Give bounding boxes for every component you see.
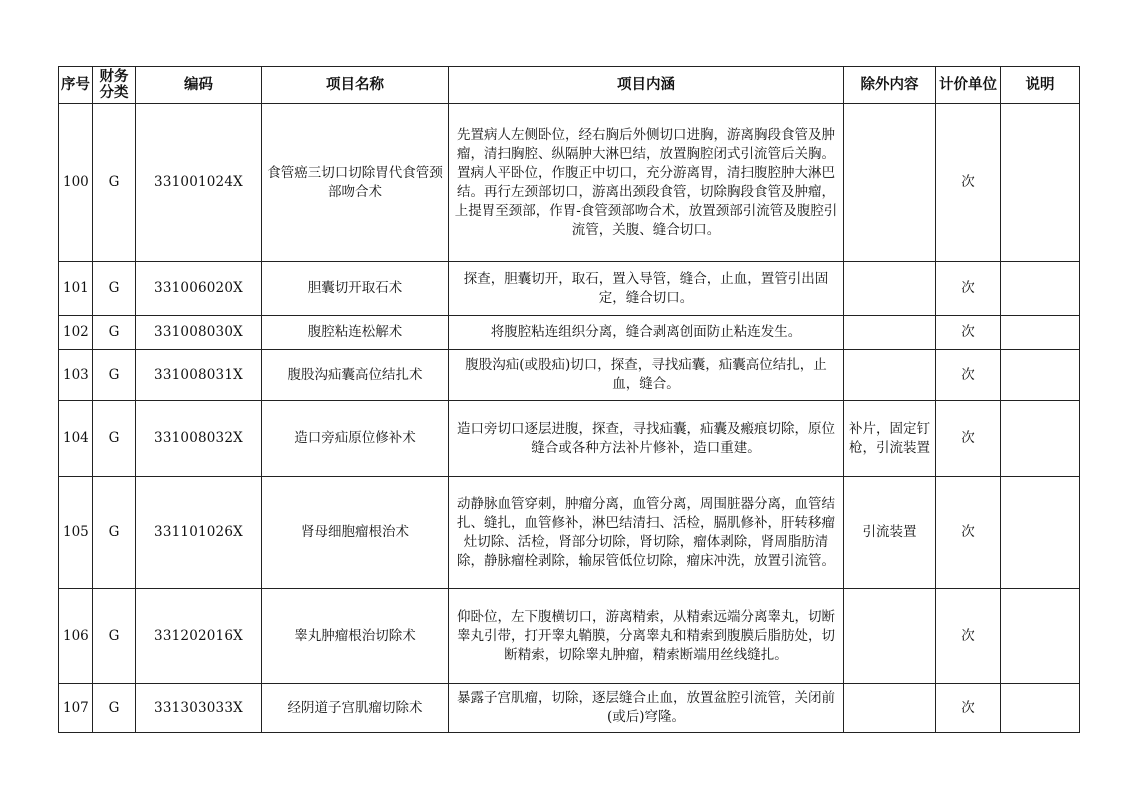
- cell-category: G: [93, 316, 136, 350]
- cell-seq: 106: [59, 589, 93, 684]
- header-unit: 计价单位: [936, 67, 1001, 104]
- table-header-row: [59, 67, 1080, 104]
- cell-seq: 104: [59, 401, 93, 477]
- cell-excluded: [844, 316, 936, 350]
- cell-content: 造口旁切口逐层进腹，探查，寻找疝囊，疝囊及瘢痕切除，原位缝合或各种方法补片修补，造口重建。: [449, 401, 844, 477]
- cell-note: [1001, 401, 1080, 477]
- cell-seq: 105: [59, 477, 93, 589]
- cell-code: 331008032X: [136, 401, 262, 477]
- cell-seq: 100: [59, 104, 93, 262]
- cell-content: 仰卧位，左下腹横切口，游离精索，从精索远端分离睾丸，切断睾丸引带，打开睾丸鞘膜，分离睾丸和精索到腹膜后脂肪处，切断精索，切除睾丸肿瘤，精索断端用丝线缝扎。: [449, 589, 844, 684]
- cell-excluded: 补片，固定钉枪，引流装置: [844, 401, 936, 477]
- header-content: 项目内涵: [449, 67, 844, 104]
- cell-name: 腹股沟疝囊高位结扎术: [262, 350, 449, 401]
- cell-category: G: [93, 350, 136, 401]
- table-row: [59, 262, 1080, 316]
- cell-excluded: [844, 104, 936, 262]
- cell-category: G: [93, 684, 136, 733]
- cell-category: G: [93, 104, 136, 262]
- cell-unit: 次: [936, 350, 1001, 401]
- cell-content: 将腹腔粘连组织分离，缝合剥离创面防止粘连发生。: [449, 316, 844, 350]
- cell-note: [1001, 262, 1080, 316]
- cell-seq: 102: [59, 316, 93, 350]
- cell-content: 动静脉血管穿刺，肿瘤分离，血管分离，周围脏器分离，血管结扎、缝扎，血管修补，淋巴结清扫、活检，膈肌修补，肝转移瘤灶切除、活检，肾部分切除，肾切除，瘤体剥除，肾周脂肪清除，静脉瘤栓剥除，输尿管低位切除，瘤床冲洗，放置引流管。: [449, 477, 844, 589]
- table-row: [59, 684, 1080, 733]
- cell-seq: 103: [59, 350, 93, 401]
- cell-note: [1001, 477, 1080, 589]
- header-note: 说明: [1001, 67, 1080, 104]
- cell-excluded: [844, 350, 936, 401]
- header-name: 项目名称: [262, 67, 449, 104]
- header-code: 编码: [136, 67, 262, 104]
- cell-category: G: [93, 262, 136, 316]
- cell-name: 睾丸肿瘤根治切除术: [262, 589, 449, 684]
- header-excluded: 除外内容: [844, 67, 936, 104]
- table-row: [59, 104, 1080, 262]
- table-row: [59, 316, 1080, 350]
- cell-code: 331006020X: [136, 262, 262, 316]
- cell-note: [1001, 104, 1080, 262]
- header-seq: 序号: [59, 67, 93, 104]
- cell-content: 腹股沟疝(或股疝)切口，探查，寻找疝囊，疝囊高位结扎，止血，缝合。: [449, 350, 844, 401]
- cell-name: 肾母细胞瘤根治术: [262, 477, 449, 589]
- cell-note: [1001, 684, 1080, 733]
- cell-code: 331303033X: [136, 684, 262, 733]
- cell-content: 暴露子宫肌瘤，切除，逐层缝合止血，放置盆腔引流管，关闭前(或后)穹隆。: [449, 684, 844, 733]
- cell-name: 胆囊切开取石术: [262, 262, 449, 316]
- cell-category: G: [93, 477, 136, 589]
- cell-excluded: [844, 589, 936, 684]
- cell-code: 331101026X: [136, 477, 262, 589]
- table-row: [59, 401, 1080, 477]
- cell-note: [1001, 350, 1080, 401]
- cell-content: 先置病人左侧卧位，经右胸后外侧切口进胸，游离胸段食管及肿瘤，清扫胸腔、纵隔肿大淋巴结，放置胸腔闭式引流管后关胸。置病人平卧位，作腹正中切口，充分游离胃，清扫腹腔肿大淋巴结。再行左颈部切口，游离出颈段食管，切除胸段食管及肿瘤，上提胃至颈部，作胃-食管颈部吻合术，放置颈部引流管及腹腔引流管，关腹、缝合切口。: [449, 104, 844, 262]
- cell-unit: 次: [936, 316, 1001, 350]
- cell-code: 331008031X: [136, 350, 262, 401]
- header-category: 财务分类: [93, 67, 136, 104]
- cell-note: [1001, 316, 1080, 350]
- table-row: [59, 350, 1080, 401]
- cell-unit: 次: [936, 104, 1001, 262]
- table-row: [59, 477, 1080, 589]
- cell-name: 腹腔粘连松解术: [262, 316, 449, 350]
- cell-seq: 101: [59, 262, 93, 316]
- cell-content: 探查，胆囊切开，取石，置入导管，缝合，止血，置管引出固定，缝合切口。: [449, 262, 844, 316]
- cell-excluded: [844, 684, 936, 733]
- cell-name: 食管癌三切口切除胃代食管颈部吻合术: [262, 104, 449, 262]
- cell-unit: 次: [936, 262, 1001, 316]
- cell-note: [1001, 589, 1080, 684]
- cell-seq: 107: [59, 684, 93, 733]
- cell-category: G: [93, 589, 136, 684]
- cell-unit: 次: [936, 589, 1001, 684]
- cell-unit: 次: [936, 684, 1001, 733]
- cell-excluded: 引流装置: [844, 477, 936, 589]
- cell-excluded: [844, 262, 936, 316]
- cell-category: G: [93, 401, 136, 477]
- cell-name: 造口旁疝原位修补术: [262, 401, 449, 477]
- cell-code: 331001024X: [136, 104, 262, 262]
- cell-unit: 次: [936, 401, 1001, 477]
- cell-name: 经阴道子宫肌瘤切除术: [262, 684, 449, 733]
- cell-code: 331202016X: [136, 589, 262, 684]
- table-row: [59, 589, 1080, 684]
- medical-fee-table: [58, 66, 1080, 733]
- cell-code: 331008030X: [136, 316, 262, 350]
- cell-unit: 次: [936, 477, 1001, 589]
